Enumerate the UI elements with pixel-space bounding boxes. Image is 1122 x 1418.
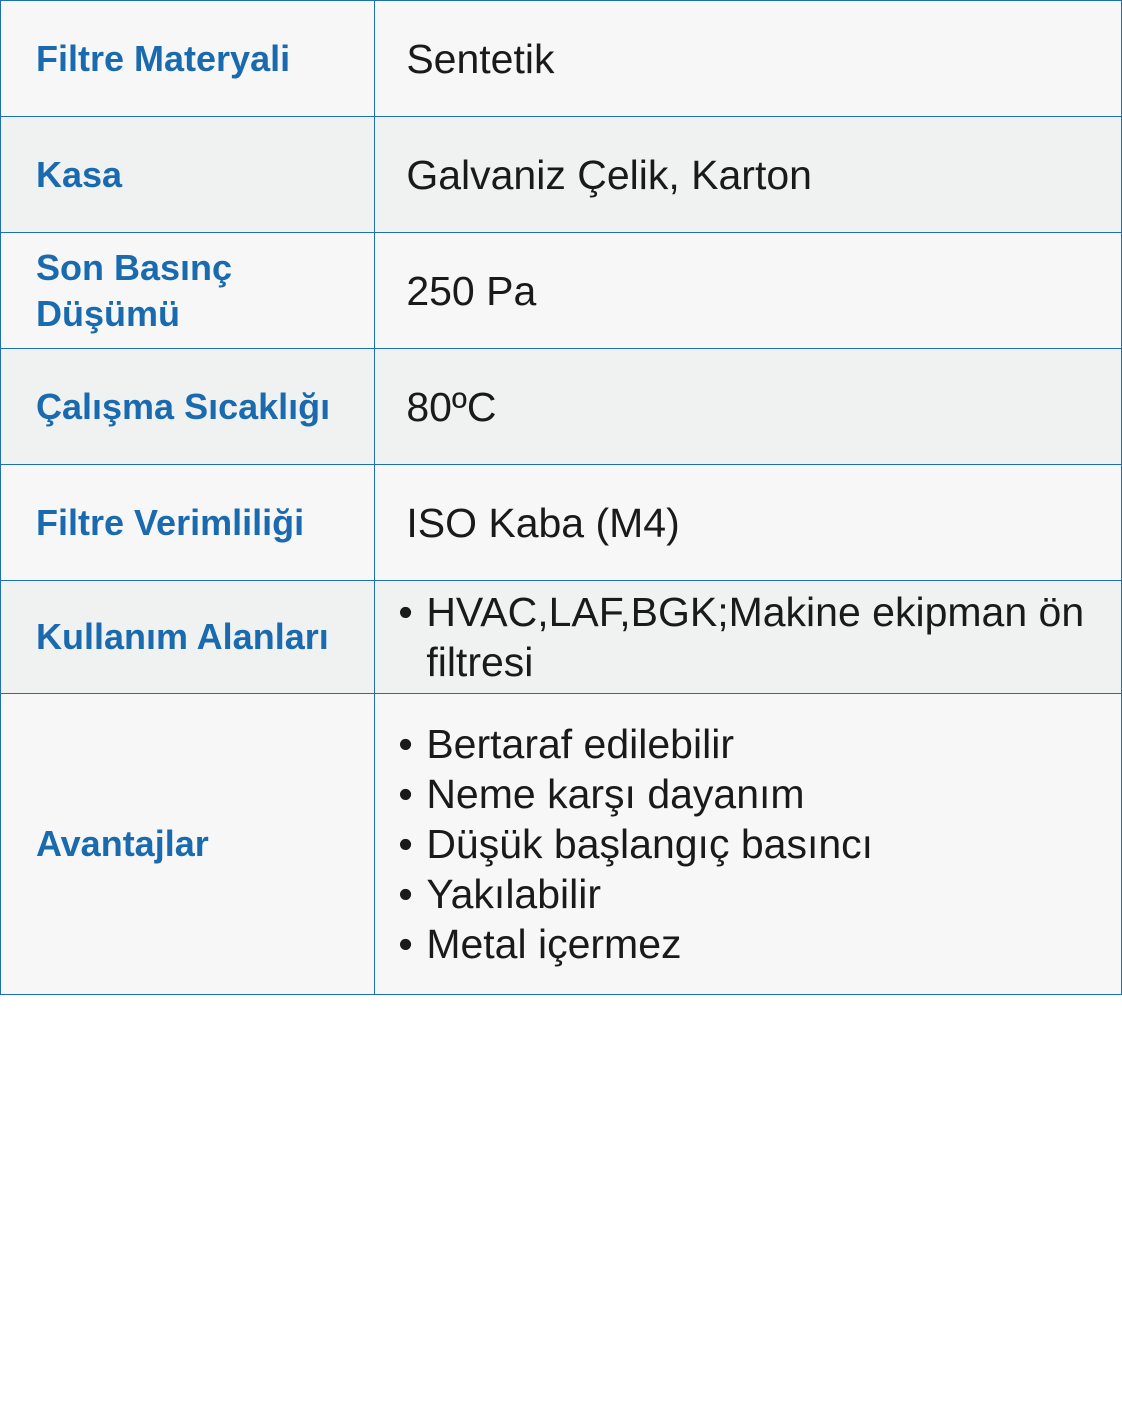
- usage-areas-list: [375, 587, 1121, 687]
- row-label-cell: [1, 117, 375, 233]
- advantage-text: Düşük başlangıç basıncı: [426, 821, 874, 867]
- bullet-point: •: [398, 821, 413, 867]
- filter-efficiency-value: ISO Kaba (M4): [406, 499, 680, 546]
- list-item: [398, 869, 1101, 919]
- filter-material-label: Filtre Materyali: [36, 37, 291, 79]
- filter-material-value: Sentetik: [406, 35, 555, 82]
- bullet-point: •: [398, 771, 413, 817]
- bullet-point: •: [398, 721, 413, 767]
- case-value: Galvaniz Çelik, Karton: [406, 151, 812, 198]
- row-value-cell: [375, 1, 1122, 117]
- row-label-cell: [1, 694, 375, 995]
- row-value-cell: [375, 581, 1122, 694]
- advantage-text: Metal içermez: [426, 921, 682, 967]
- advantage-text: Neme karşı dayanım: [426, 771, 805, 817]
- advantage-text: Bertaraf edilebilir: [426, 721, 734, 767]
- row-value-cell: [375, 694, 1122, 995]
- advantages-list: [375, 719, 1121, 969]
- bullet-point: •: [398, 921, 413, 967]
- bullet-point: •: [398, 871, 413, 917]
- usage-area-text: HVAC,LAF,BGK;Makine ekipman ön filtresi: [426, 589, 1085, 685]
- case-label: Kasa: [36, 153, 123, 195]
- table-row: [1, 694, 1122, 995]
- list-item: [398, 819, 1101, 869]
- advantages-label: Avantajlar: [36, 823, 209, 864]
- final-pressure-drop-label: Son Basınç Düşümü: [36, 246, 233, 334]
- row-label-cell: [1, 349, 375, 465]
- usage-areas-label: Kullanım Alanları: [36, 616, 329, 657]
- row-label-cell: [1, 581, 375, 694]
- row-label-cell: [1, 1, 375, 117]
- bullet-point: •: [398, 589, 413, 635]
- list-item: [398, 769, 1101, 819]
- table-row: [1, 233, 1122, 349]
- table-row: [1, 1, 1122, 117]
- row-value-cell: [375, 233, 1122, 349]
- list-item: [398, 719, 1101, 769]
- operating-temperature-label: Çalışma Sıcaklığı: [36, 385, 331, 427]
- list-item: [398, 587, 1101, 687]
- final-pressure-drop-value: 250 Pa: [406, 267, 537, 314]
- row-value-cell: [375, 465, 1122, 581]
- advantage-text: Yakılabilir: [426, 871, 602, 917]
- list-item: [398, 919, 1101, 969]
- table-row: [1, 465, 1122, 581]
- row-label-cell: [1, 465, 375, 581]
- filter-efficiency-label: Filtre Verimliliği: [36, 501, 305, 543]
- row-value-cell: [375, 349, 1122, 465]
- table-row: [1, 117, 1122, 233]
- table-row: [1, 581, 1122, 694]
- table-row: [1, 349, 1122, 465]
- row-value-cell: [375, 117, 1122, 233]
- row-label-cell: [1, 233, 375, 349]
- operating-temperature-value: 80ºC: [406, 383, 497, 430]
